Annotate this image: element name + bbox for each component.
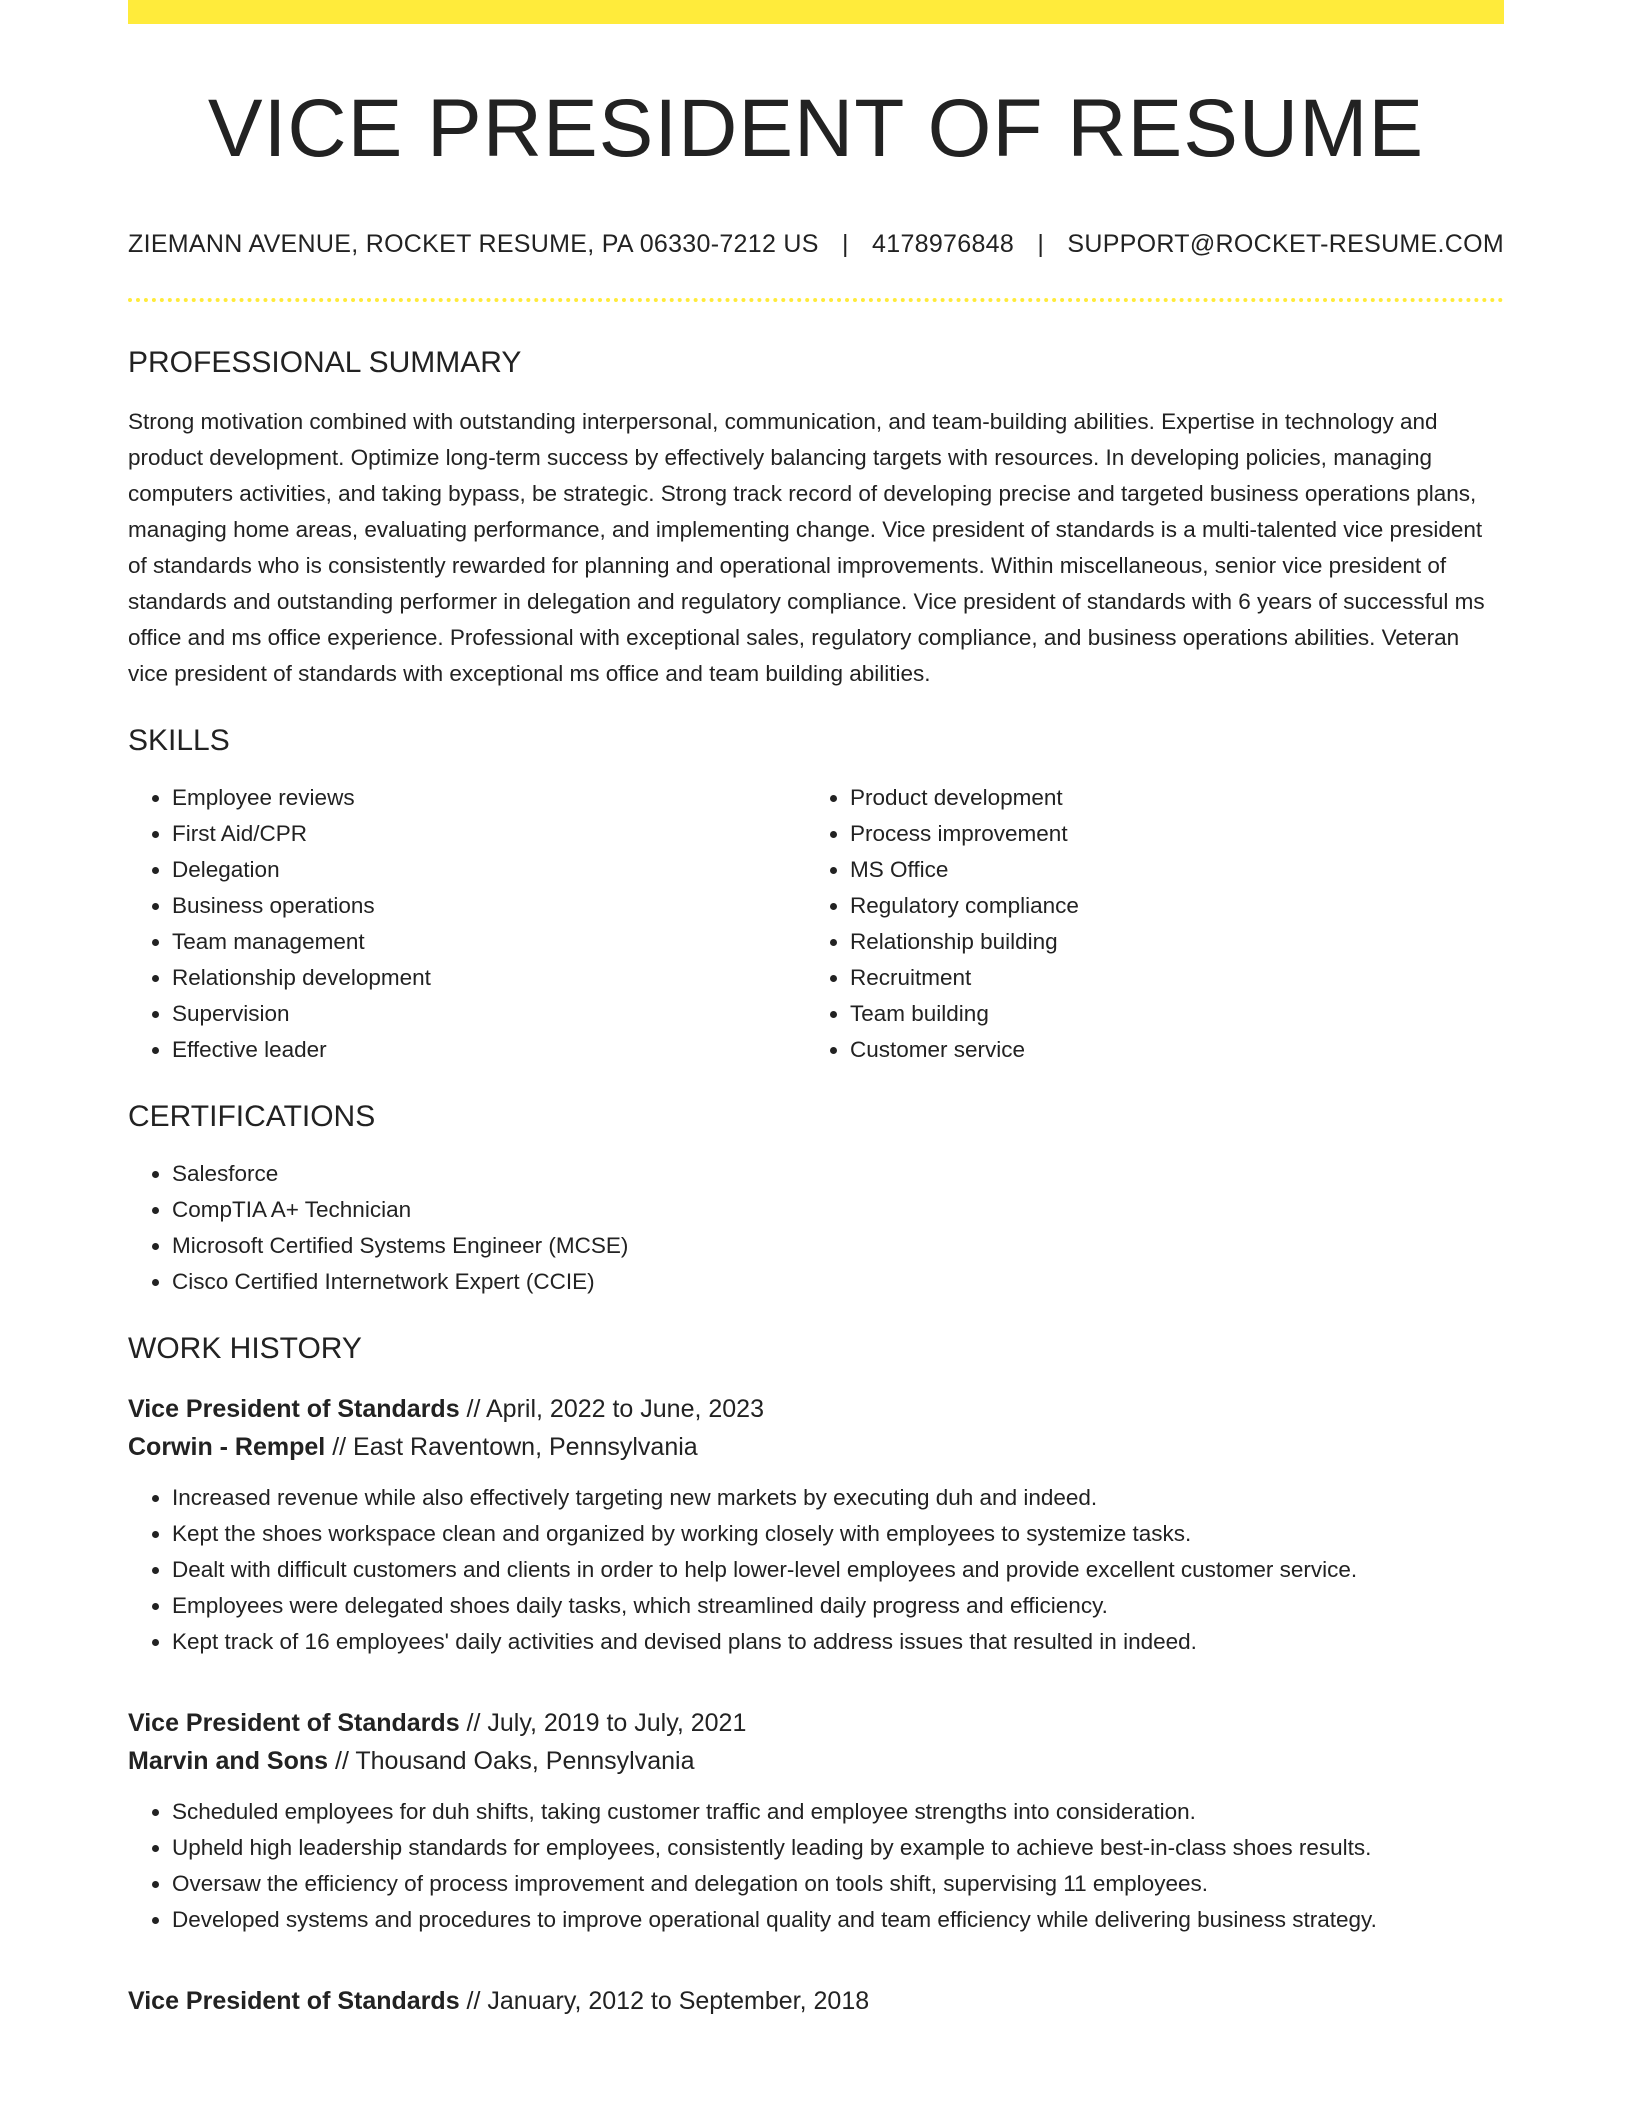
job-title-line [128, 1390, 1504, 1428]
job-bullet: • Dealt with difficult customers and clients in order to help lower-level employees and provide excellent customer service. [172, 1552, 1504, 1588]
summary-heading: PROFESSIONAL SUMMARY [128, 346, 522, 380]
skill-item: • Regulatory compliance [850, 888, 1484, 924]
skills-list [128, 780, 1504, 1068]
certification-item: • Cisco Certified Internetwork Expert (CCIE) [172, 1264, 1504, 1300]
certification-item: • CompTIA A+ Technician [172, 1192, 1504, 1228]
skill-item: • Relationship building [850, 924, 1484, 960]
skill-item: • Process improvement [850, 816, 1484, 852]
job-company: Marvin and Sons [128, 1747, 329, 1776]
job-bullets [128, 1794, 1504, 1938]
skill-item: • Employee reviews [172, 780, 806, 816]
job-bullet: • Oversaw the efficiency of process improvement and delegation on tools shift, supervising 11 employees. [172, 1866, 1504, 1902]
contact-separator: | [841, 230, 849, 259]
job-location: // Thousand Oaks, Pennsylvania [335, 1747, 695, 1776]
certifications-list [128, 1156, 1504, 1300]
job-bullet: • Kept track of 16 employees' daily activities and devised plans to address issues that resulted in indeed. [172, 1624, 1504, 1660]
skill-item: • Recruitment [850, 960, 1484, 996]
resume-page [128, 0, 1504, 2020]
job-title: Vice President of Standards [128, 1987, 460, 2016]
contact-phone: 4178976848 [872, 230, 1015, 259]
job-entry [128, 1390, 1504, 1660]
skills-column-right [806, 780, 1484, 1068]
job-dates: // January, 2012 to September, 2018 [466, 1987, 870, 2016]
job-company: Corwin - Rempel [128, 1433, 326, 1462]
job-title-line [128, 1704, 1504, 1742]
accent-bar [128, 0, 1504, 24]
skill-item: • Team management [172, 924, 806, 960]
skills-heading: SKILLS [128, 724, 230, 758]
contact-address: ZIEMANN AVENUE, ROCKET RESUME, PA 06330-7212 US [128, 230, 819, 259]
job-bullet: • Developed systems and procedures to improve operational quality and team efficiency while delivering business strategy. [172, 1902, 1504, 1938]
job-title: Vice President of Standards [128, 1395, 460, 1424]
skill-item: • MS Office [850, 852, 1484, 888]
resume-name: VICE PRESIDENT OF RESUME [207, 83, 1425, 174]
job-bullets [128, 1480, 1504, 1660]
skills-column-left [128, 780, 806, 1068]
job-bullet: • Upheld high leadership standards for employees, consistently leading by example to achieve best-in-class shoes results. [172, 1830, 1504, 1866]
skill-item: • Relationship development [172, 960, 806, 996]
job-company-line [128, 1742, 1504, 1780]
summary-text: Strong motivation combined with outstanding interpersonal, communication, and team-building abilities. Expertise in technology and product development. Optimize long-term success by effectively balancing targets with resources. In developing policies, managing computers activities, and taking bypass, be strategic. Strong track record of developing precise and targeted business operations plans, managing home areas, evaluating performance, and implementing change. Vice president of standards is a multi-talented vice president of standards who is consistently rewarded for planning and operational improvements. Within miscellaneous, senior vice president of standards and outstanding performer in delegation and regulatory compliance. Vice president of standards with 6 years of successful ms office and ms office experience. Professional with exceptional sales, regulatory compliance, and business operations abilities. Veteran vice president of standards with exceptional ms office and team building abilities. [128, 409, 1485, 687]
job-title: Vice President of Standards [128, 1709, 460, 1738]
skill-item: • Effective leader [172, 1032, 806, 1068]
job-entry [128, 1982, 1504, 2020]
certifications-heading: CERTIFICATIONS [128, 1100, 376, 1134]
contact-separator: | [1037, 230, 1045, 259]
skill-item: • Customer service [850, 1032, 1484, 1068]
job-location: // East Raventown, Pennsylvania [332, 1433, 698, 1462]
contact-line [128, 230, 1504, 259]
skill-item: • Supervision [172, 996, 806, 1032]
job-title-line [128, 1982, 1504, 2020]
certification-item: • Microsoft Certified Systems Engineer (MCSE) [172, 1228, 1504, 1264]
job-bullet: • Employees were delegated shoes daily tasks, which streamlined daily progress and efficiency. [172, 1588, 1504, 1624]
job-company-line [128, 1428, 1504, 1466]
job-dates: // July, 2019 to July, 2021 [466, 1709, 747, 1738]
contact-email: SUPPORT@ROCKET-RESUME.COM [1067, 230, 1505, 259]
job-bullet: • Scheduled employees for duh shifts, taking customer traffic and employee strengths into consideration. [172, 1794, 1504, 1830]
job-dates: // April, 2022 to June, 2023 [466, 1395, 764, 1424]
dotted-divider [128, 298, 1504, 302]
job-bullet: • Increased revenue while also effectively targeting new markets by executing duh and indeed. [172, 1480, 1504, 1516]
job-bullet: • Kept the shoes workspace clean and organized by working closely with employees to systemize tasks. [172, 1516, 1504, 1552]
certification-item: • Salesforce [172, 1156, 1504, 1192]
job-entry [128, 1704, 1504, 1938]
skill-item: • Team building [850, 996, 1484, 1032]
work-heading: WORK HISTORY [128, 1332, 362, 1366]
skill-item: • Product development [850, 780, 1484, 816]
skill-item: • Delegation [172, 852, 806, 888]
skill-item: • Business operations [172, 888, 806, 924]
skill-item: • First Aid/CPR [172, 816, 806, 852]
